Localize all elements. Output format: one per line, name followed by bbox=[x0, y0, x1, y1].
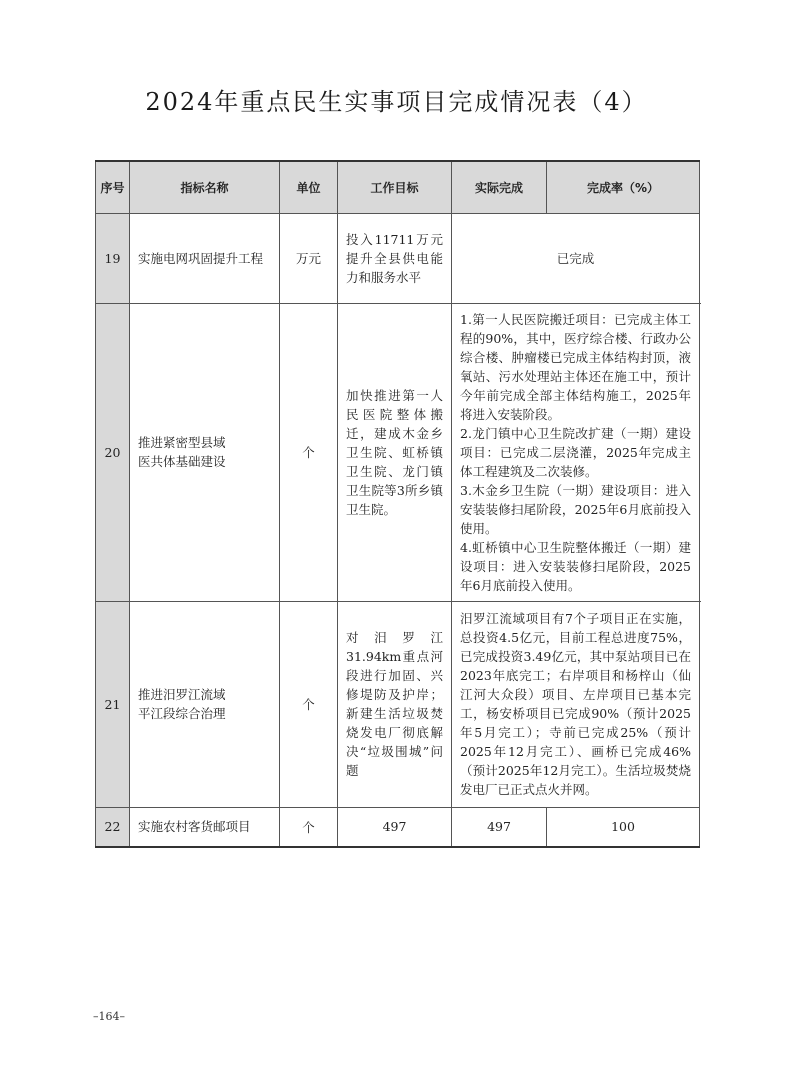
page-number: –164– bbox=[93, 1010, 125, 1023]
header-name: 指标名称 bbox=[130, 161, 280, 213]
detail-item: 1.第一人民医院搬迁项目：已完成主体工程的90%，其中，医疗综合楼、行政办公综合楼、肿瘤楼已完成主体结构封顶，液氧站、污水处理站主体还在施工中，预计今年前完成全部主体结构施工，2025年将进入安装阶段。 bbox=[460, 311, 691, 422]
header-target: 工作目标 bbox=[338, 161, 452, 213]
row-status: 已完成 bbox=[452, 213, 700, 303]
row-target: 对汨罗江31.94km重点河段进行加固、兴修堤防及护岸；新建生活垃圾焚烧发电厂彻底解决“垃圾围城”问题 bbox=[338, 601, 452, 807]
table-row bbox=[96, 303, 700, 601]
row-name-line: 平江段综合治理 bbox=[138, 706, 226, 721]
page-title: 2024年重点民生实事项目完成情况表（4） bbox=[145, 88, 648, 116]
header-row bbox=[96, 161, 700, 213]
row-no: 22 bbox=[96, 807, 130, 847]
row-unit: 个 bbox=[280, 303, 338, 601]
row-name: 实施电网巩固提升工程 bbox=[130, 213, 280, 303]
detail-item: 3.木金乡卫生院（一期）建设项目：进入安装装修扫尾阶段，2025年6月底前投入使用。 bbox=[460, 482, 691, 536]
row-target: 497 bbox=[338, 807, 452, 847]
row-rate: 100 bbox=[547, 807, 700, 847]
row-name-line: 医共体基础建设 bbox=[138, 454, 226, 469]
row-name-line: 推进紧密型县域 bbox=[138, 435, 226, 450]
row-name-line: 推进汨罗江流域 bbox=[138, 687, 226, 702]
row-no: 20 bbox=[96, 303, 130, 601]
row-target: 加快推进第一人民医院整体搬迁，建成木金乡卫生院、虹桥镇卫生院、龙门镇卫生院等3所乡镇卫生院。 bbox=[338, 303, 452, 601]
detail-item: 2.龙门镇中心卫生院改扩建（一期）建设项目：已完成二层浇灌，2025年完成主体工程建筑及二次装修。 bbox=[460, 425, 691, 479]
table-row bbox=[96, 213, 700, 303]
header-actual: 实际完成 bbox=[452, 161, 547, 213]
detail-item: 4.虹桥镇中心卫生院整体搬迁（一期）建设项目：进入安装装修扫尾阶段，2025年6月底前投入使用。 bbox=[460, 539, 691, 593]
row-details bbox=[452, 303, 700, 601]
table-row bbox=[96, 807, 700, 847]
row-unit: 万元 bbox=[280, 213, 338, 303]
row-unit: 个 bbox=[280, 807, 338, 847]
row-no: 19 bbox=[96, 213, 130, 303]
row-name bbox=[130, 601, 280, 807]
projects-table bbox=[95, 160, 700, 848]
row-target: 投入11711万元提升全县供电能力和服务水平 bbox=[338, 213, 452, 303]
header-no: 序号 bbox=[96, 161, 130, 213]
row-name: 实施农村客货邮项目 bbox=[130, 807, 280, 847]
row-actual: 497 bbox=[452, 807, 547, 847]
header-rate: 完成率（%） bbox=[547, 161, 700, 213]
row-no: 21 bbox=[96, 601, 130, 807]
row-name bbox=[130, 303, 280, 601]
row-detail: 汨罗江流域项目有7个子项目正在实施，总投资4.5亿元，目前工程总进度75%，已完成投资3.49亿元，其中泵站项目已在2023年底完工；右岸项目和杨梓山（仙江河大众段）项目、左岸项目已基本完工，杨安桥项目已完成90%（预计2025年5月完工）；寺前已完成25%（预计2025年12月完工）、画桥已完成46%（预计2025年12月完工）。生活垃圾焚烧发电厂已正式点火并网。 bbox=[452, 601, 700, 807]
table-row bbox=[96, 601, 700, 807]
header-unit: 单位 bbox=[280, 161, 338, 213]
row-unit: 个 bbox=[280, 601, 338, 807]
